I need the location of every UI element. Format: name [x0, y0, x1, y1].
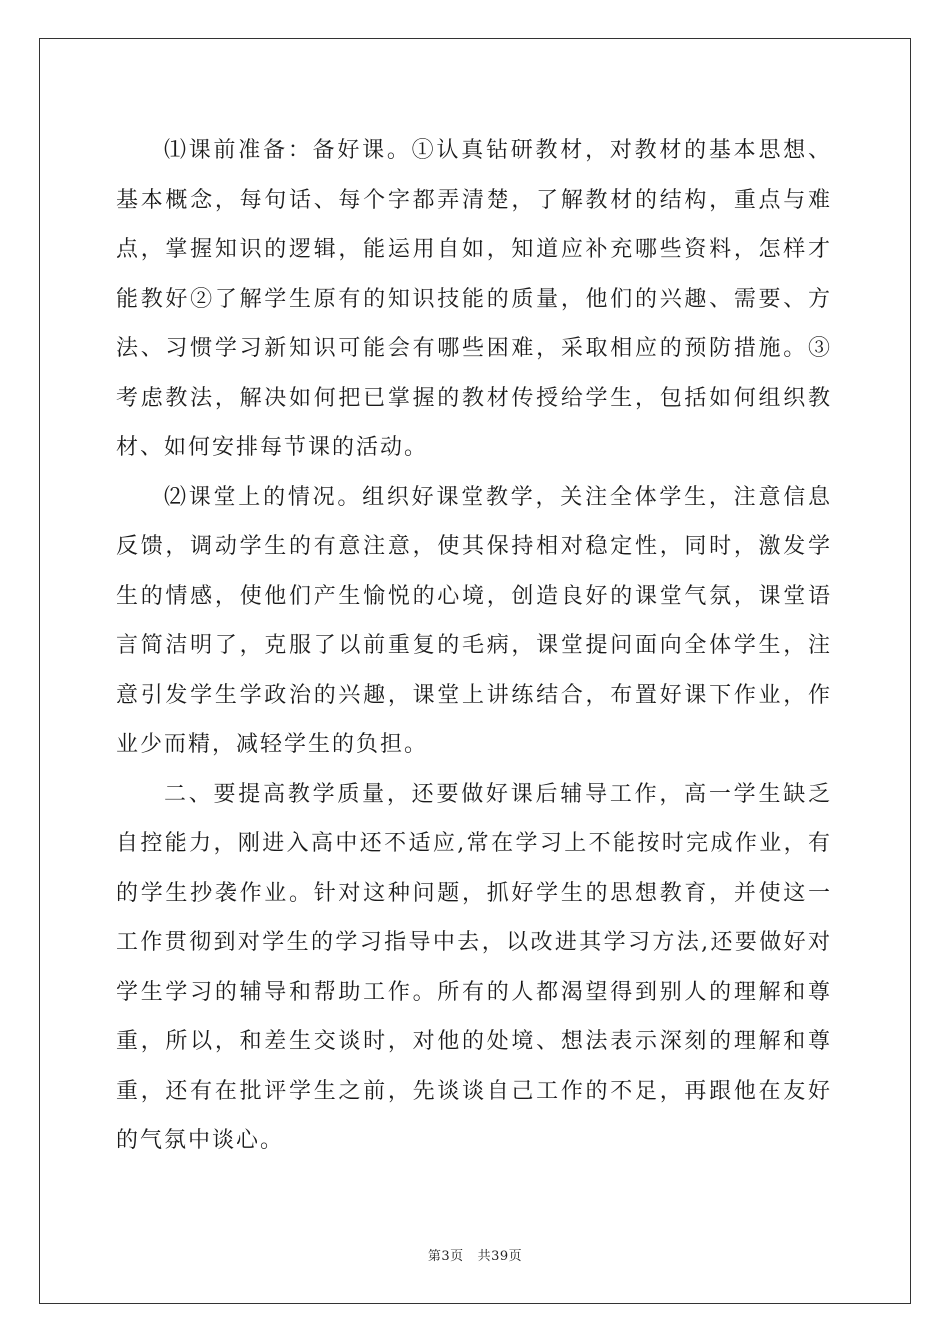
paragraph-lesson-preparation: ⑴课前准备：备好课。①认真钻研教材，对教材的基本思想、基本概念，每句话、每个字都弄清楚，了解教材的结构，重点与难点，掌握知识的逻辑，能运用自如，知道应补充哪些资料，怎样才能教好②了解学生原有的知识技能的质量，他们的兴趣、需要、方法、习惯学习新知识可能会有哪些困难，采取相应的预防措施。③考虑教法，解决如何把已掌握的教材传授给学生，包括如何组织教材、如何安排每节课的活动。	[116, 138, 832, 460]
page-total: 共39页	[477, 1249, 523, 1264]
paragraph-after-class-tutoring: 二、要提高教学质量，还要做好课后辅导工作，高一学生缺乏自控能力，刚进入高中还不适应,常在学习上不能按时完成作业，有的学生抄袭作业。针对这种问题，抓好学生的思想教育，并使这一工作贯彻到对学生的学习指导中去，以改进其学习方法,还要做好对学生学习的辅导和帮助工作。所有的人都渴望得到别人的理解和尊重，所以，和差生交谈时，对他的处境、想法表示深刻的理解和尊重，还有在批评学生之前，先谈谈自己工作的不足，再跟他在友好的气氛中谈心。	[116, 781, 832, 1153]
paragraph-classroom-situation: ⑵课堂上的情况。组织好课堂教学，关注全体学生，注意信息反馈，调动学生的有意注意，使其保持相对稳定性，同时，激发学生的情感，使他们产生愉悦的心境，创造良好的课堂气氛，课堂语言简洁明了，克服了以前重复的毛病，课堂提问面向全体学生，注意引发学生学政治的兴趣，课堂上讲练结合，布置好课下作业，作业少而精，减轻学生的负担。	[116, 484, 832, 757]
page-number: 第3页	[427, 1249, 464, 1264]
document-body	[116, 126, 832, 1166]
page-footer	[0, 1245, 950, 1264]
